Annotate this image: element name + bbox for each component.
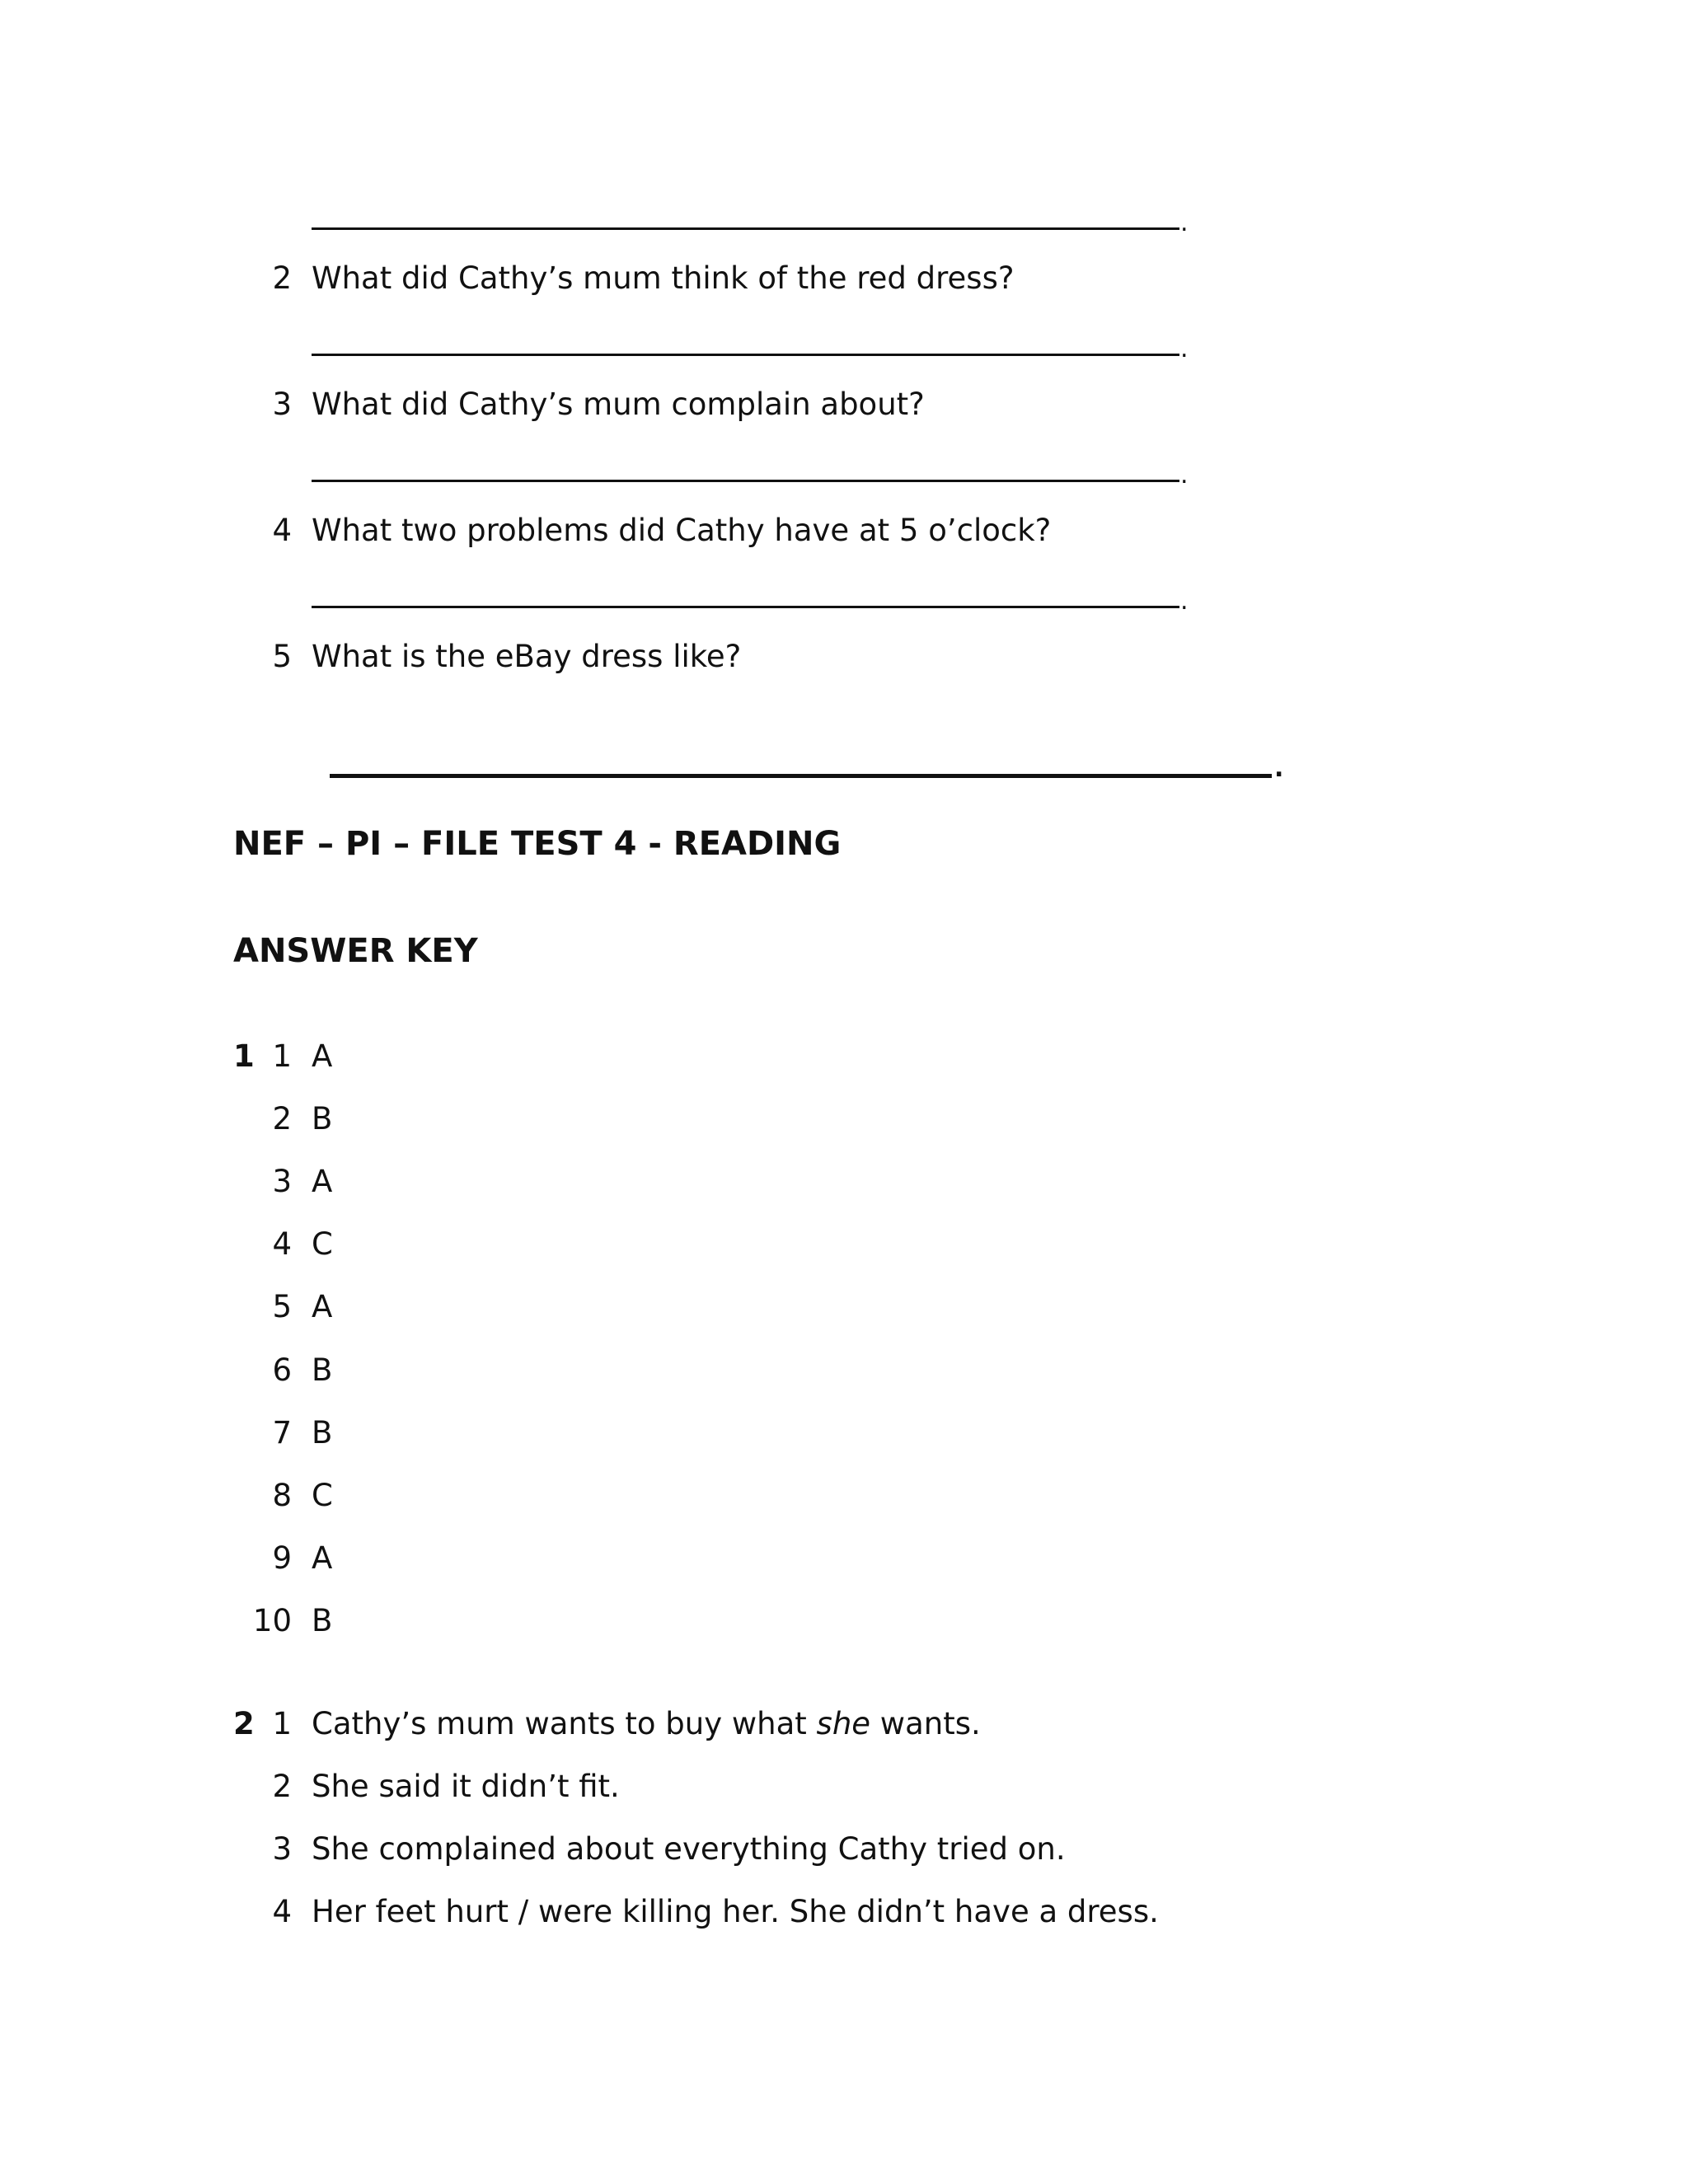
answer-line[interactable]: [312, 227, 1179, 230]
answer-number: 3: [272, 1164, 292, 1199]
answer-text: She complained about everything Cathy tried on.: [312, 1831, 1066, 1867]
answer-value: C: [312, 1478, 333, 1513]
question-text: What did Cathy’s mum think of the red dress?: [312, 260, 1015, 296]
question-number: 4: [272, 513, 292, 548]
answer-text-emphasis: she: [816, 1706, 871, 1741]
answer-number: 2: [272, 1769, 292, 1804]
answer-value: A: [312, 1289, 333, 1324]
answer-number: 4: [272, 1226, 292, 1262]
line-period: .: [1180, 587, 1189, 616]
line-period: .: [1180, 461, 1189, 490]
answer-value: B: [312, 1101, 333, 1137]
answer-line[interactable]: [312, 354, 1179, 356]
answer-number: 6: [272, 1352, 292, 1388]
answer-value: A: [312, 1164, 333, 1199]
answer-number: 8: [272, 1478, 292, 1513]
question-number: 5: [272, 639, 292, 674]
answer-text: Her feet hurt / were killing her. She didn’t have a dress.: [312, 1894, 1159, 1929]
answer-value: B: [312, 1352, 333, 1388]
answer-text-end: wants.: [870, 1706, 981, 1741]
answer-number: 1: [272, 1706, 292, 1741]
answer-number: 2: [272, 1101, 292, 1137]
answer-text-start: Cathy’s mum wants to buy what: [312, 1706, 817, 1741]
answer-line[interactable]: [312, 606, 1179, 608]
answer-value: B: [312, 1603, 333, 1638]
answer-number: 7: [272, 1415, 292, 1451]
section-number: 1: [233, 1038, 255, 1074]
answer-value: B: [312, 1415, 333, 1451]
answer-text: She said it didn’t fit.: [312, 1769, 620, 1804]
answer-text: [312, 1706, 981, 1742]
line-period: .: [1180, 335, 1189, 363]
answer-number: 1: [272, 1038, 292, 1074]
question-text: What did Cathy’s mum complain about?: [312, 387, 925, 422]
answer-line[interactable]: [312, 480, 1179, 482]
answer-number: 9: [272, 1540, 292, 1576]
answer-value: A: [312, 1038, 333, 1074]
answer-number: 3: [272, 1831, 292, 1867]
question-number: 2: [272, 260, 292, 296]
answer-value: A: [312, 1540, 333, 1576]
page-title: NEF – PI – FILE TEST 4 - READING: [233, 825, 842, 863]
answer-line[interactable]: [330, 774, 1272, 778]
answer-number: 10: [252, 1603, 292, 1638]
answer-number: 4: [272, 1894, 292, 1929]
line-period: .: [1180, 209, 1189, 237]
answer-value: C: [312, 1226, 333, 1262]
question-text: What is the eBay dress like?: [312, 639, 742, 674]
question-number: 3: [272, 387, 292, 422]
answer-key-heading: ANSWER KEY: [233, 932, 478, 970]
answer-number: 5: [272, 1289, 292, 1324]
line-period: .: [1274, 754, 1284, 783]
section-number: 2: [233, 1706, 255, 1741]
question-text: What two problems did Cathy have at 5 o’clock?: [312, 513, 1052, 548]
